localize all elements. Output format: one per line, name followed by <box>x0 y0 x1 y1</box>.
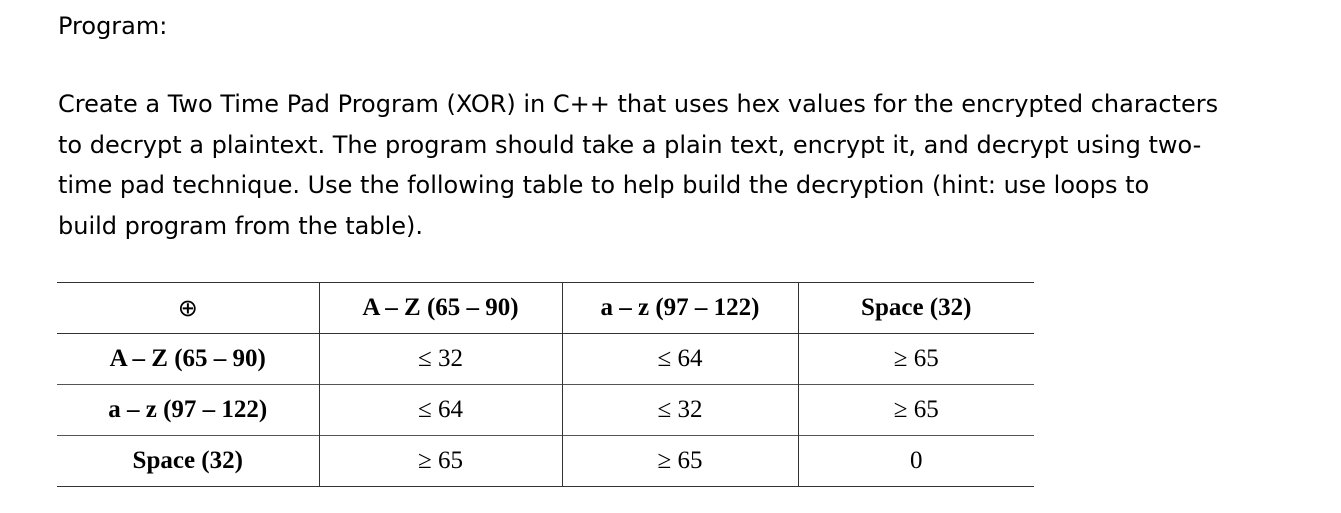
table-header-row <box>57 283 1034 334</box>
table-row <box>57 385 1034 436</box>
paragraph-line: to decrypt a plaintext. The program should take a plain text, encrypt it, and decrypt using two- <box>58 130 1202 159</box>
assignment-paragraph <box>58 84 1328 246</box>
table-cell: ≤ 64 <box>319 385 562 436</box>
table-row <box>57 334 1034 385</box>
xor-range-table <box>57 282 1034 487</box>
table-cell: ≤ 32 <box>319 334 562 385</box>
row-header-lowercase: a – z (97 – 122) <box>57 385 319 436</box>
column-header-uppercase: A – Z (65 – 90) <box>319 283 562 334</box>
table-row <box>57 436 1034 487</box>
table-cell: ≥ 65 <box>798 334 1034 385</box>
paragraph-line: Create a Two Time Pad Program (XOR) in C++ that uses hex values for the encrypted characters <box>58 90 1219 118</box>
table-cell: ≥ 65 <box>562 436 798 487</box>
table-cell: 0 <box>798 436 1034 487</box>
paragraph-line: time pad technique. Use the following table to help build the decryption (hint: use loops to <box>58 171 1150 199</box>
column-header-lowercase: a – z (97 – 122) <box>562 283 798 334</box>
table-cell: ≤ 32 <box>562 385 798 436</box>
xor-symbol: ⊕ <box>57 283 319 334</box>
table-cell: ≥ 65 <box>319 436 562 487</box>
row-header-uppercase: A – Z (65 – 90) <box>57 334 319 385</box>
column-header-space: Space (32) <box>798 283 1034 334</box>
page-heading: Program: <box>58 12 168 40</box>
table-cell: ≤ 64 <box>562 334 798 385</box>
paragraph-line: build program from the table). <box>58 211 423 240</box>
row-header-space: Space (32) <box>57 436 319 487</box>
table-cell: ≥ 65 <box>798 385 1034 436</box>
